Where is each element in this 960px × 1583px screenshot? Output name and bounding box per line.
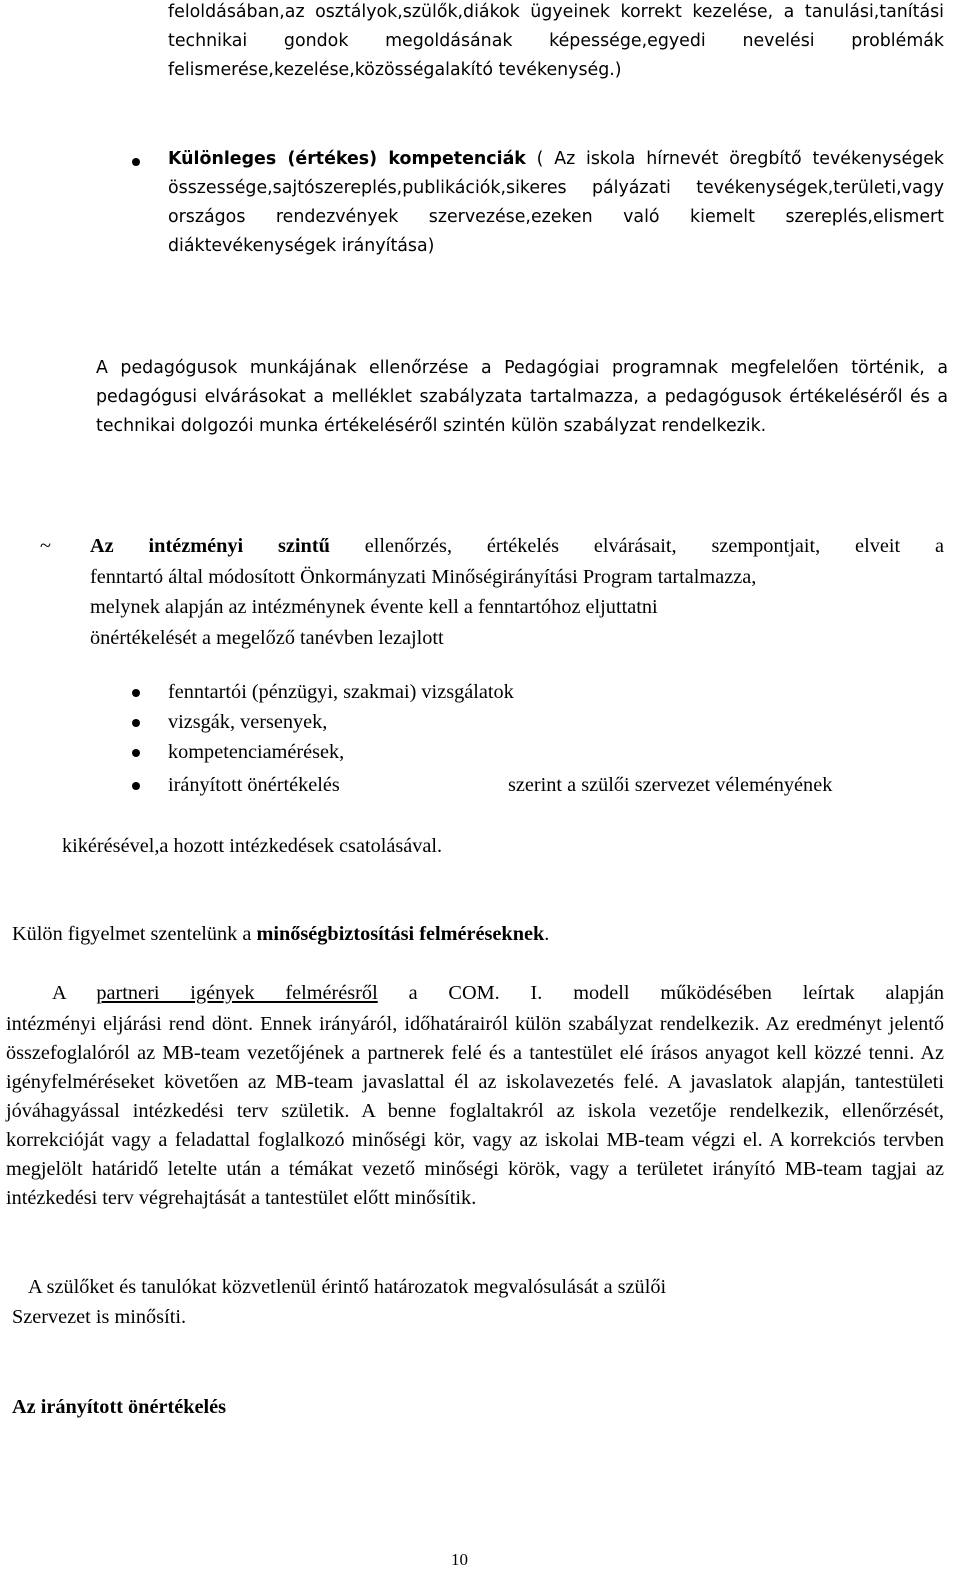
institutional-line-1	[90, 532, 944, 561]
partner-post: a COM. I. modell működésében leírtak alapján	[377, 982, 944, 1004]
bullet-icon	[132, 749, 140, 757]
institutional-lead: Az intézményi szintű	[90, 535, 330, 557]
list-item: fenntartói (pénzügyi, szakmai) vizsgálatok	[168, 681, 514, 703]
partner-body: intézményi eljárási rend dönt. Ennek irányáról, időhatárairól külön szabályzat rendelkezik. Az eredményt jelentő összefoglalóról az MB-team vezetőjének a partnerek felé és a tantestület elé írásos anyagot kell közzé tenni. Az igényfelméréseket követően az MB-team javaslattal él az iskolavezetés felé. A javaslatok alapján, tantestületi jóváhagyással intézkedési terv születik. A benne foglaltakról az iskola vezetője rendelkezik, ellenőrzését, korrekcióját vagy a feladattal foglalkozó minőségi kör, vagy az iskolai MB-team végzi el. A korrekciós tervben megjelölt határidő letelte után a témákat vezető minőségi körök, vagy a területet irányító MB-team tagjai az intézkedési terv végrehajtását a tantestület előtt minősítik.	[6, 1013, 944, 1209]
closing-line: kikérésével,a hozott intézkedések csatolásával.	[62, 835, 443, 857]
bullet-icon	[132, 689, 140, 697]
institutional-line-4: önértékelését a megelőző tanévben lezajlott	[90, 627, 444, 649]
partner-needs-link: partneri igények felmérésről	[96, 982, 378, 1004]
list-item-tail: szerint a szülői szervezet véleményének	[508, 774, 833, 796]
special-competencies-item	[168, 145, 944, 261]
bullet-icon	[132, 158, 140, 166]
control-paragraph: A pedagógusok munkájának ellenőrzése a Pedagógiai programnak megfelelően történik, a pedagógusi elvárásokat a melléklet szabályzata tartalmazza, a pedagógusok értékeléséről és a technikai dolgozói munka értékeléséről szintén külön szabályzat rendelkezik.	[96, 358, 948, 436]
list-item: irányított önértékelés	[168, 774, 340, 796]
parents-line-1: A szülőket és tanulókat közvetlenül érintő határozatok megvalósulását a szülői	[28, 1276, 667, 1298]
attention-pre: Külön figyelmet szentelünk a	[12, 923, 257, 945]
intro-continuation: feloldásában,az osztályok,szülők,diákok ügyeinek korrekt kezelése, a tanulási,tanítási technikai gondok megoldásának képessége,egyedi nevelési problémák felismerése,kezelése,közösségalakító tevékenység.)	[168, 2, 944, 80]
partner-pre: A	[52, 982, 97, 1004]
page-number: 10	[451, 1550, 468, 1569]
list-item: vizsgák, versenyek,	[168, 711, 328, 733]
tilde-marker: ~	[40, 535, 51, 557]
institutional-line-2: fenntartó által módosított Önkormányzati Minőségirányítási Program tartalmazza,	[90, 566, 757, 588]
institutional-line1-rest: ellenőrzés, értékelés elvárásait, szempontjait, elveit a	[329, 535, 944, 557]
section-heading: Az irányított önértékelés	[12, 1396, 227, 1418]
list-item: kompetenciamérések,	[168, 741, 345, 763]
attention-line	[12, 920, 549, 949]
partner-first-line	[52, 979, 944, 1008]
parents-line-2: Szervezet is minősíti.	[12, 1306, 187, 1328]
bullet-icon	[132, 782, 140, 790]
special-competencies-text: ( Az iskola hírnevét öregbítő tevékenységek összessége,sajtószereplés,publikációk,sikeres pályázati tevékenységek,területi,vagy országos rendezvények szervezése,ezeken való kiemelt szereplés,elismert diáktevékenységek irányítása)	[168, 149, 944, 256]
special-competencies-title: Különleges (értékes) kompetenciák	[168, 149, 526, 169]
attention-post: .	[544, 923, 550, 945]
institutional-line-3: melynek alapján az intézménynek évente kell a fenntartóhoz eljuttatni	[90, 596, 658, 618]
bullet-icon	[132, 719, 140, 727]
attention-bold: minőségbiztosítási felméréseknek	[256, 923, 545, 945]
